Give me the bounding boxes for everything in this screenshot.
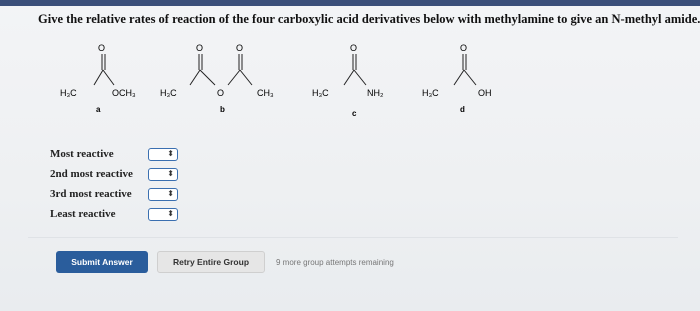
ranking-label: Most reactive <box>50 148 114 160</box>
left-group: H₃C <box>160 88 177 98</box>
rank-select-least[interactable] <box>148 208 178 221</box>
right-group: OCH₃ <box>112 88 136 98</box>
bridge-o: O <box>217 88 225 98</box>
stepper-arrow-icon: ⬍ <box>167 209 174 218</box>
molecule-label: b <box>220 105 225 114</box>
stepper-arrow-icon: ⬍ <box>167 149 174 158</box>
ranking-row-3rd <box>50 188 132 200</box>
molecule-c-structure <box>312 40 407 125</box>
ranking-label: 3rd most reactive <box>50 188 132 200</box>
submit-answer-button[interactable]: Submit Answer <box>56 251 148 273</box>
molecule-d-structure <box>420 40 515 125</box>
molecule-label: d <box>460 105 465 114</box>
molecule-label: c <box>352 109 357 118</box>
rank-select-most[interactable] <box>148 148 178 161</box>
carbonyl-o: O <box>98 43 106 53</box>
molecule-a-structure <box>58 40 153 125</box>
right-group: CH₃ <box>257 88 274 98</box>
molecule-label: a <box>96 105 101 114</box>
retry-group-button[interactable]: Retry Entire Group <box>157 251 265 273</box>
question-text: Give the relative rates of reaction of the four carboxylic acid derivatives below with methylamine to give an N-methyl amide. <box>38 12 700 26</box>
carbonyl-o: O <box>350 43 358 53</box>
rank-select-3rd[interactable] <box>148 188 178 201</box>
molecule-b-structure <box>160 40 295 125</box>
molecule-d <box>420 40 515 125</box>
left-group: H₃C <box>422 88 439 98</box>
carbonyl-o: O <box>460 43 468 53</box>
carbonyl-o-2: O <box>236 43 244 53</box>
left-group: H₃C <box>312 88 329 98</box>
stepper-arrow-icon: ⬍ <box>167 189 174 198</box>
right-group: OH <box>478 88 492 98</box>
top-bar <box>0 0 700 6</box>
ranking-row-most <box>50 148 114 160</box>
molecule-c <box>312 40 407 125</box>
ranking-row-2nd <box>50 168 133 180</box>
ranking-label: 2nd most reactive <box>50 168 133 180</box>
carbonyl-o-1: O <box>196 43 204 53</box>
right-group: NH₂ <box>367 88 384 98</box>
molecule-b <box>160 40 295 125</box>
stepper-arrow-icon: ⬍ <box>167 169 174 178</box>
rank-select-2nd[interactable] <box>148 168 178 181</box>
ranking-row-least <box>50 208 115 220</box>
left-group: H₃C <box>60 88 77 98</box>
divider <box>28 237 678 238</box>
molecule-a <box>58 40 153 125</box>
ranking-label: Least reactive <box>50 208 116 220</box>
attempts-remaining-text: 9 more group attempts remaining <box>276 258 394 267</box>
